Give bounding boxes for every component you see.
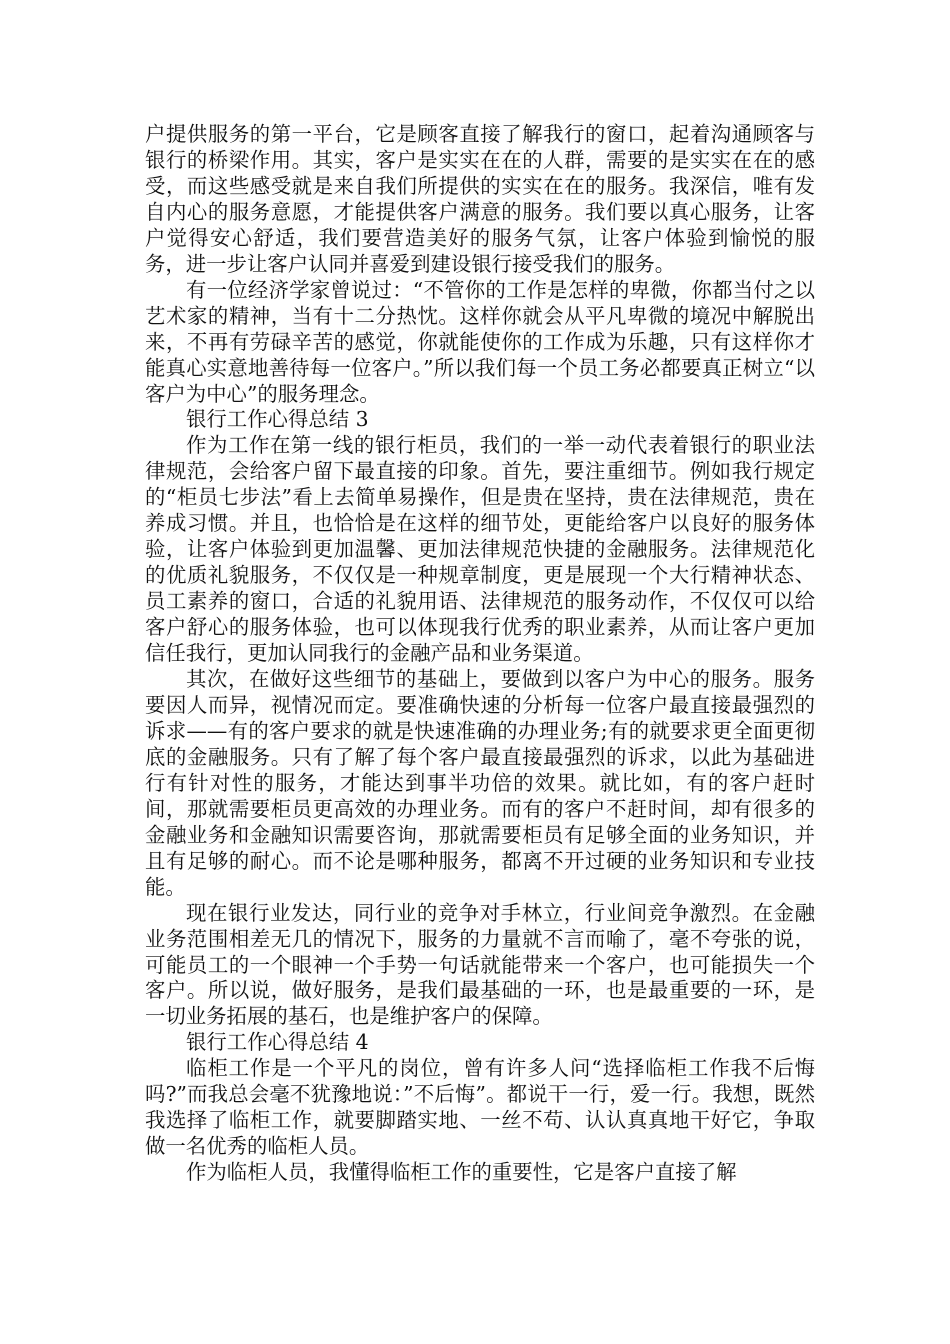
paragraph-competition: 现在银行业发达，同行业的竞争对手林立，行业间竞争激烈。在金融业务范围相差无几的情况下，服务的力量就不言而喻了，毫不夸张的说，可能员工的一个眼神一个手势一句话就能带来一个客户，也可能损失一个客户。所以说，做好服务，是我们最基础的一环，也是最重要的一环，是一切业务拓展的基石，也是维护客户的保障。 [145, 900, 815, 1029]
paragraph-service-platform: 户提供服务的第一平台，它是顾客直接了解我行的窗口，起着沟通顾客与银行的桥梁作用。其实，客户是实实在在的人群，需要的是实实在在的感受，而这些感受就是来自我们所提供的实实在在的服务。我深信，唯有发自内心的服务意愿，才能提供客户满意的服务。我们要以真心服务，让客户觉得安心舒适，我们要营造美好的服务气氛，让客户体验到愉悦的服务，进一步让客户认同并喜爱到建设银行接受我们的服务。 [145, 122, 815, 276]
paragraph-customer-centered: 其次，在做好这些细节的基础上，要做到以客户为中心的服务。服务要因人而异，视情况而定。要准确快速的分析每一位客户最直接最强烈的诉求——有的客户要求的就是快速准确的办理业务;有的就要求更全面更彻底的金融服务。只有了解了每个客户最直接最强烈的诉求，以此为基础进行有针对性的服务，才能达到事半功倍的效果。就比如，有的客户赶时间，那就需要柜员更高效的办理业务。而有的客户不赶时间，却有很多的金融业务和金融知识需要咨询，那就需要柜员有足够全面的业务知识，并且有足够的耐心。而不论是哪种服务，都离不开过硬的业务知识和专业技能。 [145, 667, 815, 899]
paragraph-economist-quote: 有一位经济学家曾说过：“不管你的工作是怎样的卑微，你都当付之以艺术家的精神，当有十二分热忱。这样你就会从平凡卑微的境况中解脱出来，不再有劳碌辛苦的感觉，你就能使你的工作成为乐趣，只有这样你才能真心实意地善待每一位客户。”所以我们每一个员工务必都要真正树立“以客户为中心”的服务理念。 [145, 277, 815, 406]
section-heading-3: 银行工作心得总结 3 [186, 407, 369, 432]
document-body [145, 122, 815, 1186]
paragraph-teller-details: 作为工作在第一线的银行柜员，我们的一举一动代表着银行的职业法律规范，会给客户留下最直接的印象。首先，要注重细节。例如我行规定的“柜员七步法”看上去简单易操作，但是贵在坚持，贵在法律规范，贵在养成习惯。并且，也恰恰是在这样的细节处，更能给客户以良好的服务体验，让客户体验到更加温馨、更加法律规范快捷的金融服务。法律规范化的优质礼貌服务，不仅仅是一种规章制度，更是展现一个大行精神状态、员工素养的窗口，合适的礼貌用语、法律规范的服务动作，不仅仅可以给客户舒心的服务体验，也可以体现我行优秀的职业素养，从而让客户更加信任我行，更加认同我行的金融产品和业务渠道。 [145, 433, 815, 666]
paragraph-counter-importance: 作为临柜人员，我懂得临柜工作的重要性，它是客户直接了解 [186, 1160, 737, 1185]
section-heading-4: 银行工作心得总结 4 [186, 1030, 369, 1055]
paragraph-counter-work: 临柜工作是一个平凡的岗位，曾有许多人问“选择临柜工作我不后悔吗?”而我总会毫不犹豫地说：”不后悔”。都说干一行，爱一行。我想，既然我选择了临柜工作，就要脚踏实地、一丝不苟、认认真真地干好它，争取做一名优秀的临柜人员。 [145, 1056, 815, 1159]
